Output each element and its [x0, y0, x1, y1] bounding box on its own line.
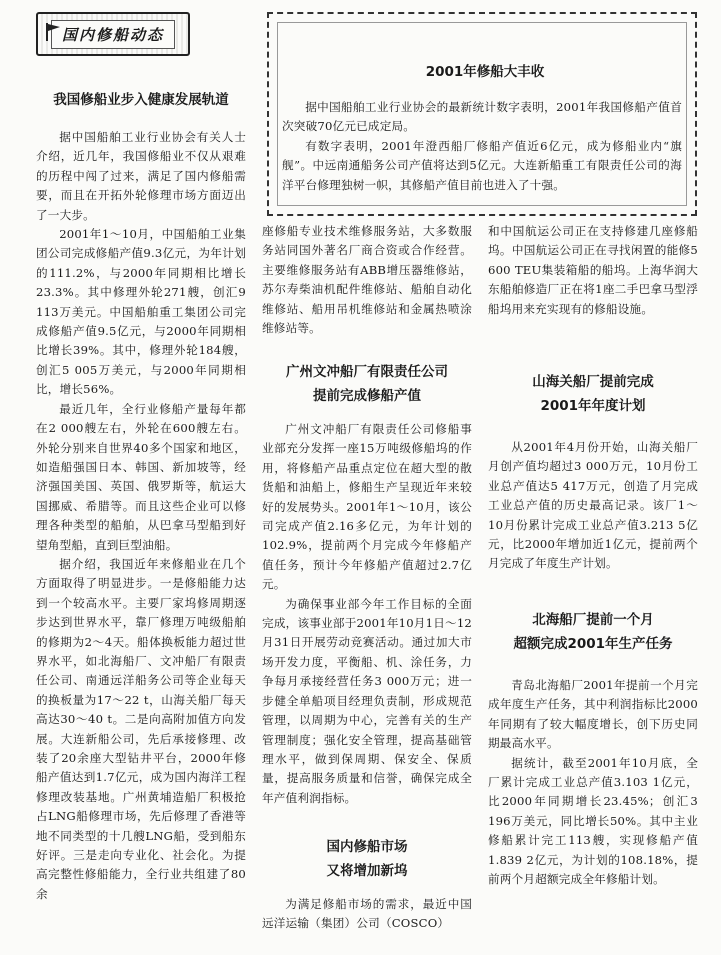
article3-paragraph: 为满足修船市场的需求，最近中国远洋运输（集团）公司（COSCO）	[262, 897, 472, 931]
article3-continued	[488, 222, 698, 319]
article2-title-line2: 提前完成修船产值	[313, 388, 421, 404]
article3-title-line2: 又将增加新坞	[326, 863, 408, 879]
article1-paragraph: 最近几年，全行业修船产量每年都在2 000艘左右，外轮在600艘左右。外轮分别来自世界40多个国家和地区，如造船强国日本、韩国、新加坡等，经济强国美国、英国、俄罗斯等，航运大国挪威、希腊等。而且这些企业可以修理各种类型的船舶，从巴拿马型船到好望角型船，直到巨型油船。	[36, 401, 246, 552]
section-badge	[36, 12, 190, 56]
article1-title: 我国修船业步入健康发展轨道	[53, 92, 229, 108]
box-body	[282, 98, 682, 195]
article2-title-line1: 广州文冲船厂有限责任公司	[286, 364, 448, 380]
article5-body	[488, 676, 698, 889]
article4-body	[488, 438, 698, 574]
article3-body	[262, 895, 472, 934]
article4-title-line2: 2001年年度计划	[540, 398, 646, 414]
article3-title	[262, 835, 472, 883]
box-paragraph: 据中国船舶工业行业协会的最新统计数字表明，2001年我国修船产值首次突破70亿元已成定局。	[282, 100, 682, 134]
article1-paragraph: 2001年1～10月，中国船舶工业集团公司完成修船产值9.3亿元，为年计划的111.2%，与2000年同期相比增长23.3%。其中修理外轮271艘，创汇9 113万美元。中国船舶重工集团公司完成修船产值9.5亿元，与2000年同期相比增长39%。其中，修理外轮184艘，创汇5 005万美元，与2000年同期相比，增长56%。	[36, 227, 246, 397]
article2-body	[262, 420, 472, 808]
article5-paragraph: 青岛北海船厂2001年提前一个月完成年度生产任务，其中利润指标比2000年同期有了较大幅度增长，创下历史同期最高水平。	[488, 678, 698, 751]
article1-body	[36, 128, 246, 904]
section-title: 国内修船动态	[51, 20, 175, 49]
article2-paragraph: 广州文冲船厂有限责任公司修船事业部充分发挥一座15万吨级修船坞的作用，将修船产品重点定位在超大型的散货船和油船上，修船生产呈现近年来较好的发展势头。2001年1～10月，该公司完成产值2.16多亿元，为年计划的102.9%，提前两个月完成今年修船产值任务，预计今年修船产值超过2.7亿元。	[262, 422, 472, 592]
article1-paragraph: 座修船专业技术维修服务站，大多数服务站同国外著名厂商合资或合作经营。主要维修服务站有ABB增压器维修站，苏尔寿柴油机配件维修站、船舶自动化维修站、船用吊机维修站和金属热喷涂维修站等。	[262, 224, 472, 336]
article4-title-line1: 山海关船厂提前完成	[532, 374, 654, 390]
flag-icon	[44, 22, 62, 42]
article2-paragraph: 为确保事业部今年工作目标的全面完成，该事业部于2001年10月1日～12月31日开展劳动竞赛活动。通过加大市场开发力度，平衡船、机、涂任务，力争每月承接经营任务3 000万元；进一步健全单船项目经理负责制，形成规范管理，以周期为中心，完善有关的生产管理制度；强化安全管理，提高基础管理水平，做到保周期、保安全、保质量，提高服务质量和信誉，确保完成全年产值利润指标。	[262, 596, 472, 805]
article5-title	[488, 608, 698, 656]
article1-continued	[262, 222, 472, 338]
article5-paragraph: 据统计，截至2001年10月底，全厂累计完成工业总产值3.103 1亿元，比2000年同期增长23.45%；创汇3 196万美元，同比增长50%。其中主业修船累计完工113艘，实现修船产值1.839 2亿元，为计划的108.18%，提前两个月超额完成全年修船计划。	[488, 755, 698, 887]
article4-paragraph: 从2001年4月份开始，山海关船厂月创产值均超过3 000万元，10月份工业总产值达5 417万元，创造了月完成工业总产值的历史最高记录。该厂1～10月份累计完成工业总产值3.213 5亿元，比2000年增加近1亿元，提前两个月完成了年度生产计划。	[488, 440, 698, 571]
article3-paragraph: 和中国航运公司正在支持修建几座修船坞。中国航运公司正在寻找闲置的能修5 600 TEU集装箱船的船坞。上海华润大东船舶修造厂正在将1座二手巴拿马型浮船坞用来充实现有的修船设施。	[488, 224, 698, 316]
box-paragraph: 有数字表明，2001年澄西船厂修船产值近6亿元，成为修船业内“旗舰”。中远南通船务公司产值将达到5亿元。大连新船重工有限责任公司的海洋平台修理独树一帜，其修船产值目前也进入了十强。	[282, 138, 682, 192]
article5-title-line1: 北海船厂提前一个月	[532, 612, 654, 628]
article5-title-line2: 超额完成2001年生产任务	[513, 636, 673, 652]
article1-paragraph: 据中国船舶工业行业协会有关人士介绍，近几年，我国修船业不仅从艰难的历程中闯了过来，满足了国内修船需要，而且在开拓外轮修理市场方面迈出了一大步。	[36, 130, 246, 222]
article1-paragraph: 据介绍，我国近年来修船业在几个方面取得了明显进步。一是修船能力达到一个较高水平。主要厂家坞修周期逐步达到世界水平，靠厂修理万吨级船舶的修期为2～4天。船体换板能力超过世界水平，如北海船厂、文冲船厂有限责任公司、南通远洋船务公司等企业每天的换板量为17～22 t，山海关船厂每天高达30～40 t。二是向高附加值方向发展。大连新船公司，先后承接修理、改装了20余座大型钻井平台，2000年修船产值达到1.7亿元，成为国内海洋工程修理改装基地。广州黄埔造船厂积极抢占LNG船修理市场，先后修理了香港等地不同类型的十几艘LNG船，受到船东好评。三是走向专业化、社会化。为提高完整性修船能力，全行业共组建了80余	[36, 556, 246, 901]
box-title: 2001年修船大丰收	[425, 64, 545, 80]
article2-title	[262, 360, 472, 408]
article3-title-line1: 国内修船市场	[326, 839, 408, 855]
article4-title	[488, 370, 698, 418]
